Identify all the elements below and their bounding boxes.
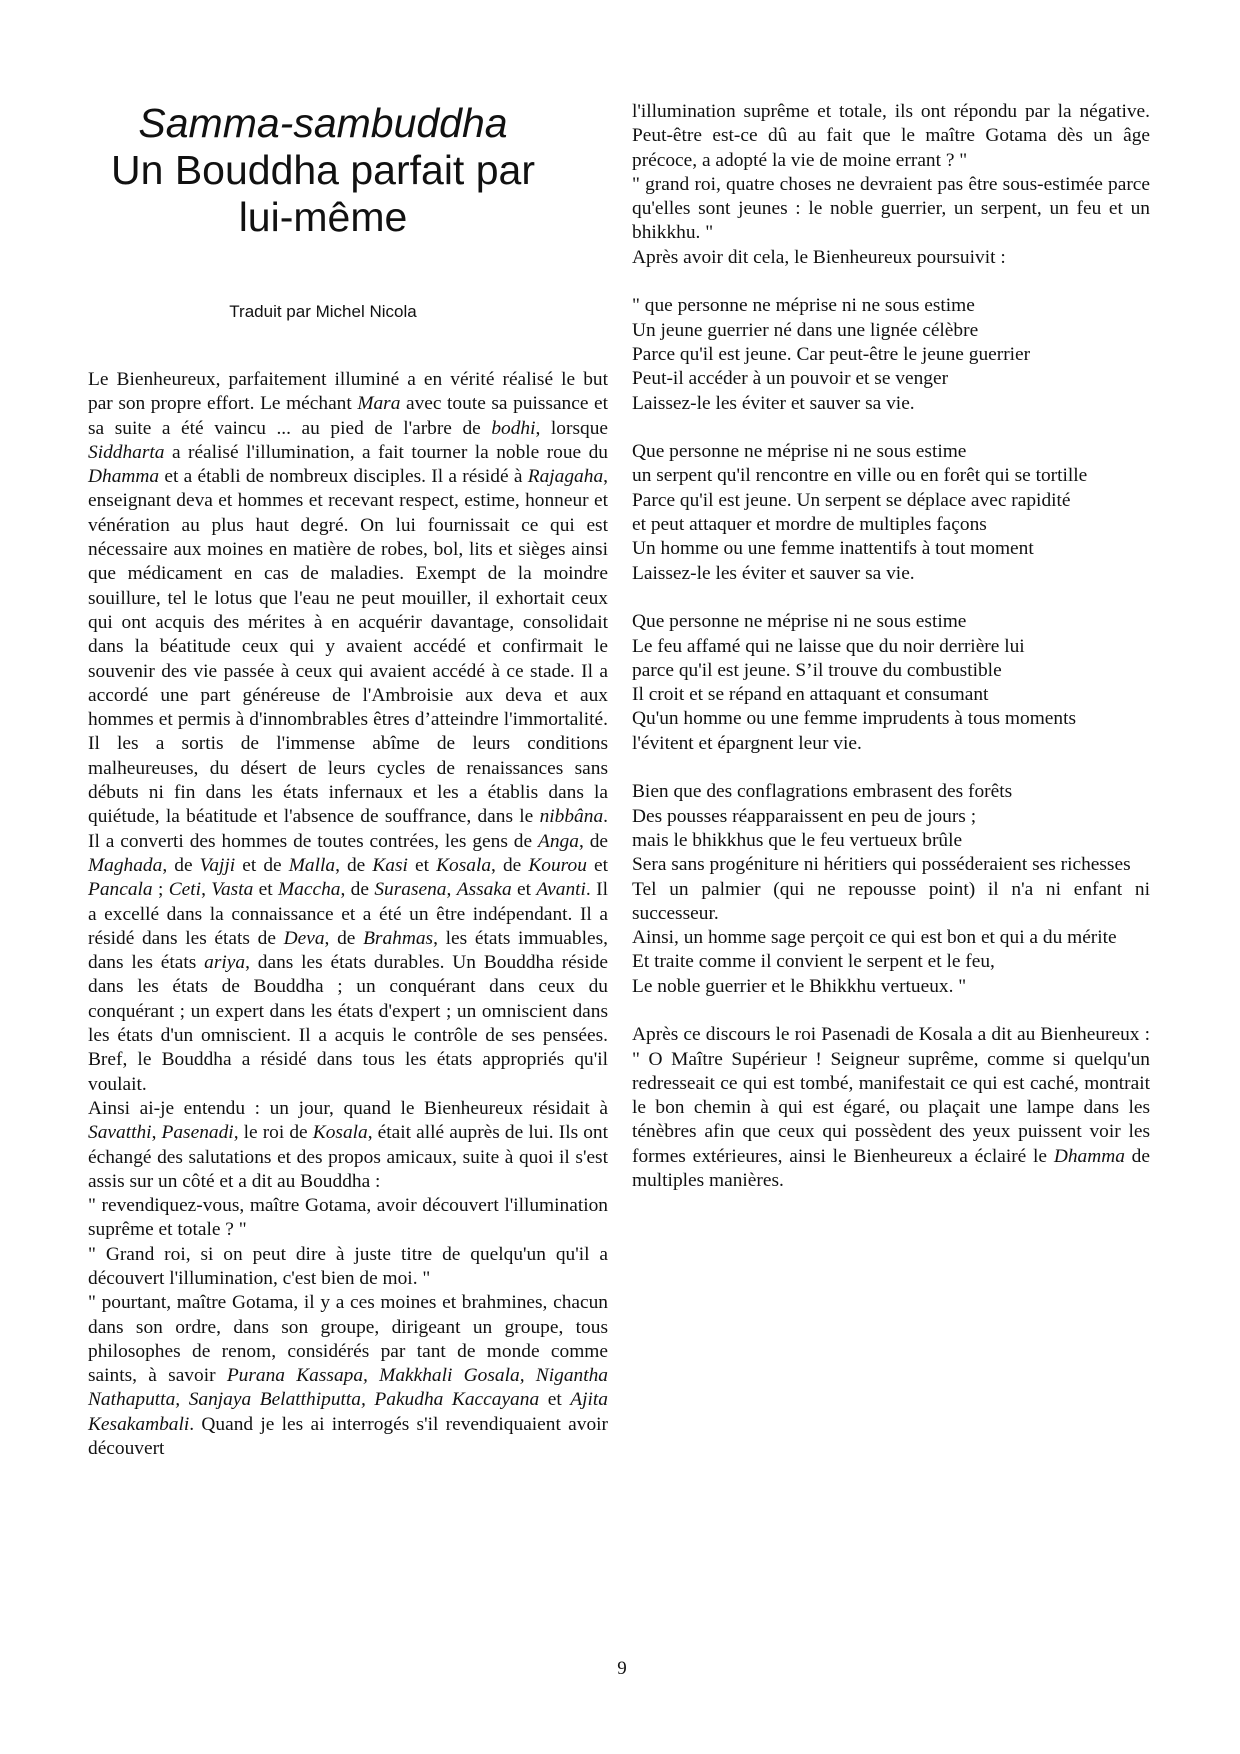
verse-line: Le noble guerrier et le Bhikkhu vertueux. " bbox=[632, 975, 967, 997]
spacer bbox=[632, 586, 1150, 610]
verse-line: Bien que des conflagrations embrasent des forêts bbox=[632, 781, 1013, 803]
paragraph-conclusion: Après ce discours le roi Pasenadi de Kosala a dit au Bienheureux : " O Maître Supérieur ! Seigneur suprême, comme si quelqu'un redresseait ce qui est tombé, manifestait ce qui est caché, montrait le bon chemin à qui est égaré, ou plaçait une lampe dans les ténèbres afin que ceux qui possèdent des yeux puissent voir les formes extérieures, ainsi le Bienheureux a éclairé le Dhamma de multiples manières. bbox=[632, 1024, 1150, 1192]
verse-line: Un jeune guerrier né dans une lignée célèbre bbox=[632, 319, 979, 341]
verse-line: parce qu'il est jeune. S’il trouve du combustible bbox=[632, 659, 1002, 681]
paragraph-answer-buddha: " Grand roi, si on peut dire à juste titre de quelqu'un qu'il a découvert l'illumination, c'est bien de moi. " bbox=[88, 1243, 608, 1289]
verse-line: Le feu affamé qui ne laisse que du noir derrière lui bbox=[632, 635, 1025, 657]
translator-credit: Traduit par Michel Nicola bbox=[229, 302, 417, 321]
verse-line: Sera sans progéniture ni héritiers qui posséderaient ses richesses bbox=[632, 854, 1131, 876]
paragraph-poursuivit: Après avoir dit cela, le Bienheureux poursuivit : bbox=[632, 246, 1006, 268]
title-pali: Samma-sambuddha bbox=[138, 100, 508, 146]
verse-line: Parce qu'il est jeune. Un serpent se déplace avec rapidité bbox=[632, 489, 1071, 511]
verse-line: Que personne ne méprise ni ne sous estime bbox=[632, 611, 967, 633]
stanza-bhikkhu bbox=[632, 780, 1150, 999]
stanza-fire bbox=[632, 610, 1150, 756]
spacer bbox=[632, 999, 1150, 1023]
verse-line: Tel un palmier (qui ne repousse point) il n'a ni enfant ni successeur. bbox=[632, 878, 1150, 924]
verse-line: un serpent qu'il rencontre en ville ou en forêt qui se tortille bbox=[632, 465, 1088, 487]
paragraph-ainsi-ai-je-entendu: Ainsi ai-je entendu : un jour, quand le Bienheureux résidait à Savatthi, Pasenadi, le roi de Kosala, était allé auprès de lui. Ils ont échangé des salutations et des propos amicaux, suite à quoi il s'est assis sur un côté et a dit au Bouddha : bbox=[88, 1097, 608, 1192]
verse-line: Laissez-le les éviter et sauver sa vie. bbox=[632, 562, 915, 584]
stanza-warrior bbox=[632, 294, 1150, 415]
spacer bbox=[632, 756, 1150, 780]
right-column bbox=[632, 100, 1150, 1193]
stanza-serpent bbox=[632, 440, 1150, 586]
title-block bbox=[88, 100, 558, 241]
title-french-line1: Un Bouddha parfait par bbox=[111, 147, 535, 193]
verse-line: Ainsi, un homme sage perçoit ce qui est bon et qui a du mérite bbox=[632, 927, 1117, 949]
verse-line: Et traite comme il convient le serpent et le feu, bbox=[632, 951, 995, 973]
verse-line: l'évitent et épargnent leur vie. bbox=[632, 732, 862, 754]
verse-line: Des pousses réapparaissent en peu de jours ; bbox=[632, 805, 977, 827]
verse-line: Parce qu'il est jeune. Car peut-être le jeune guerrier bbox=[632, 343, 1031, 365]
paragraph-four-things: " grand roi, quatre choses ne devraient pas être sous-estimée parce qu'elles sont jeunes : le noble guerrier, un serpent, un feu et un bhikkhu. " bbox=[632, 173, 1150, 244]
verse-line: Peut-il accéder à un pouvoir et se venger bbox=[632, 368, 949, 390]
verse-line: " que personne ne méprise ni ne sous estime bbox=[632, 295, 975, 317]
verse-line: mais le bhikkhus que le feu vertueux brûle bbox=[632, 829, 963, 851]
verse-line: Que personne ne méprise ni ne sous estime bbox=[632, 441, 967, 463]
verse-line: Laissez-le les éviter et sauver sa vie. bbox=[632, 392, 915, 414]
title-french-line2: lui-même bbox=[238, 194, 408, 240]
left-column bbox=[88, 368, 608, 1461]
verse-line: et peut attaquer et mordre de multiples façons bbox=[632, 514, 987, 536]
paragraph-philosophers: " pourtant, maître Gotama, il y a ces moines et brahmines, chacun dans son ordre, dans son groupe, dirigeant un groupe, tous philosophes de renom, considérés par tant de monde comme saints, à savoir Purana Kassapa, Makkhali Gosala, Nigantha Nathaputta, Sanjaya Belatthiputta, Pakudha Kaccayana et Ajita Kesakambali. Quand je les ai interrogés s'il revendiquaient avoir découvert bbox=[88, 1292, 608, 1460]
paragraph-continuation: l'illumination suprême et totale, ils ont répondu par la négative. Peut-être est-ce dû au fait que le maître Gotama dès un âge précoce, a adopté la vie de moine errant ? " bbox=[632, 101, 1150, 171]
spacer bbox=[632, 416, 1150, 440]
page-number: 9 bbox=[617, 1658, 627, 1679]
verse-line: Il croit et se répand en attaquant et consumant bbox=[632, 684, 989, 706]
paragraph-question-king: " revendiquez-vous, maître Gotama, avoir découvert l'illumination suprême et totale ? " bbox=[88, 1195, 608, 1241]
spacer bbox=[632, 270, 1150, 294]
verse-line: Un homme ou une femme inattentifs à tout moment bbox=[632, 538, 1034, 560]
paragraph-intro: Le Bienheureux, parfaitement illuminé a en vérité réalisé le but par son propre effort. Le méchant Mara avec toute sa puissance et sa suite a été vaincu ... au pied de l'arbre de bodhi, lorsque Siddharta a réalisé l'illumination, a fait tourner la noble roue du Dhamma et a établi de nombreux disciples. Il a résidé à Rajagaha, enseignant deva et hommes et recevant respect, estime, honneur et vénération au plus haut degré. On lui fournissait ce qui est nécessaire aux moines en matière de robes, bol, lits et sièges ainsi que médicament en cas de maladies. Exempt de la moindre souillure, tel le lotus que l'eau ne peut mouiller, il exhortait ceux qui ont acquis des mérites à en acquérir davantage, consolidait dans la béatitude ceux qui y avaient accédé et confirmait le souvenir des vie passée à ceux qui avaient accédé à ce stade. Il a accordé une part généreuse de l'Ambroisie aux deva et aux hommes et permis à d'innombrables êtres d’atteindre l'immortalité. Il les a sortis de l'immense abîme de leurs conditions malheureuses, du désert de leurs cycles de renaissances sans débuts ni fin dans les états infernaux et les a établis dans la quiétude, la béatitude et l'absence de souffrance, dans le nibbâna. Il a converti des hommes de toutes contrées, les gens de Anga, de Maghada, de Vajji et de Malla, de Kasi et Kosala, de Kourou et Pancala ; Ceti, Vasta et Maccha, de Surasena, Assaka et Avanti. Il a excellé dans la connaissance et a été un être indépendant. Il a résidé dans les états de Deva, de Brahmas, les états immuables, dans les états ariya, dans les états durables. Un Bouddha réside dans les états de Bouddha ; un conquérant dans ceux du conquérant ; un expert dans les états d'expert ; un omniscient dans les états d'un omniscient. Il a acquis le contrôle de ses pensées. Bref, le Bouddha a résidé dans tous les états appropriés qu'il voulait. bbox=[88, 369, 609, 1095]
verse-line: Qu'un homme ou une femme imprudents à tous moments bbox=[632, 708, 1077, 730]
